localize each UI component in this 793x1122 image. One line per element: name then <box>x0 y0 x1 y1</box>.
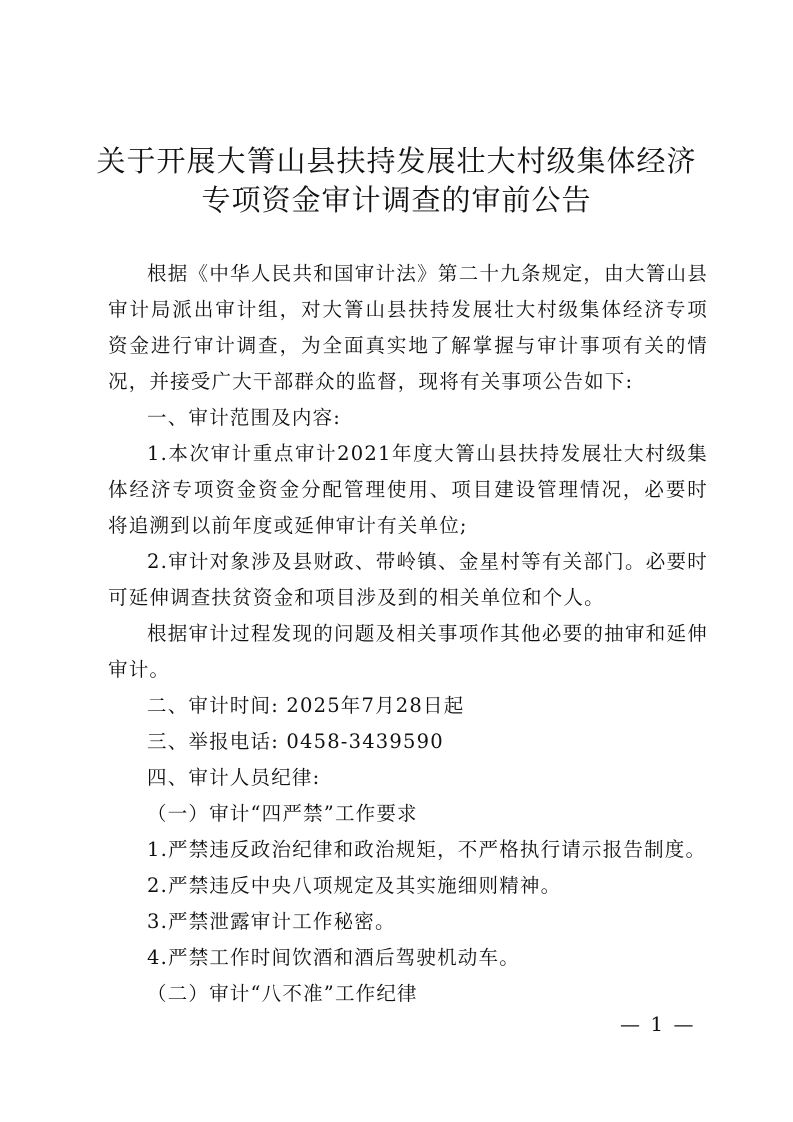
prohibition-item-2: 2.严禁违反中央八项规定及其实施细则精神。 <box>147 874 562 897</box>
intro-paragraph: 根据《中华人民共和国审计法》第二十九条规定，由大箐山县审计局派出审计组，对大箐山县扶持发展壮大村级集体经济专项资金进行审计调查，为全面真实地了解掌握与审计事项有关的情况，并接受广大干部群众的监督，现将有关事项公告如下: <box>108 262 708 393</box>
scope-item-2: 2.审计对象涉及县财政、带岭镇、金星村等有关部门。必要时可延伸调查扶贫资金和项目涉及到的相关单位和个人。 <box>108 550 708 609</box>
page-number: — 1 — <box>620 1012 696 1036</box>
scope-item-1: 1.本次审计重点审计2021年度大箐山县扶持发展壮大村级集体经济专项资金资金分配管理使用、项目建设管理情况，必要时将追溯到以前年度或延伸审计有关单位; <box>108 442 708 537</box>
prohibition-item-1: 1.严禁违反政治纪律和政治规矩，不严格执行请示报告制度。 <box>147 838 707 861</box>
section-heading-time: 二、审计时间: 2025年7月28日起 <box>147 694 465 717</box>
document-title-line-2: 专项资金审计调查的审前公告 <box>201 183 592 217</box>
document-body <box>108 256 708 1012</box>
subsection-four-prohibitions: （一）审计“四严禁”工作要求 <box>147 802 418 825</box>
prohibition-item-3: 3.严禁泄露审计工作秘密。 <box>147 910 396 933</box>
document-title-line-1: 关于开展大箐山县扶持发展壮大村级集体经济 <box>96 144 697 178</box>
scope-note: 根据审计过程发现的问题及相关事项作其他必要的抽审和延伸审计。 <box>108 622 708 681</box>
section-heading-discipline: 四、审计人员纪律: <box>147 766 321 789</box>
prohibition-item-4: 4.严禁工作时间饮酒和酒后驾驶机动车。 <box>147 946 520 969</box>
subsection-eight-rules: （二）审计“八不准”工作纪律 <box>147 982 418 1005</box>
section-heading-phone: 三、举报电话: 0458-3439590 <box>147 730 444 753</box>
section-heading-scope: 一、审计范围及内容: <box>147 406 342 429</box>
